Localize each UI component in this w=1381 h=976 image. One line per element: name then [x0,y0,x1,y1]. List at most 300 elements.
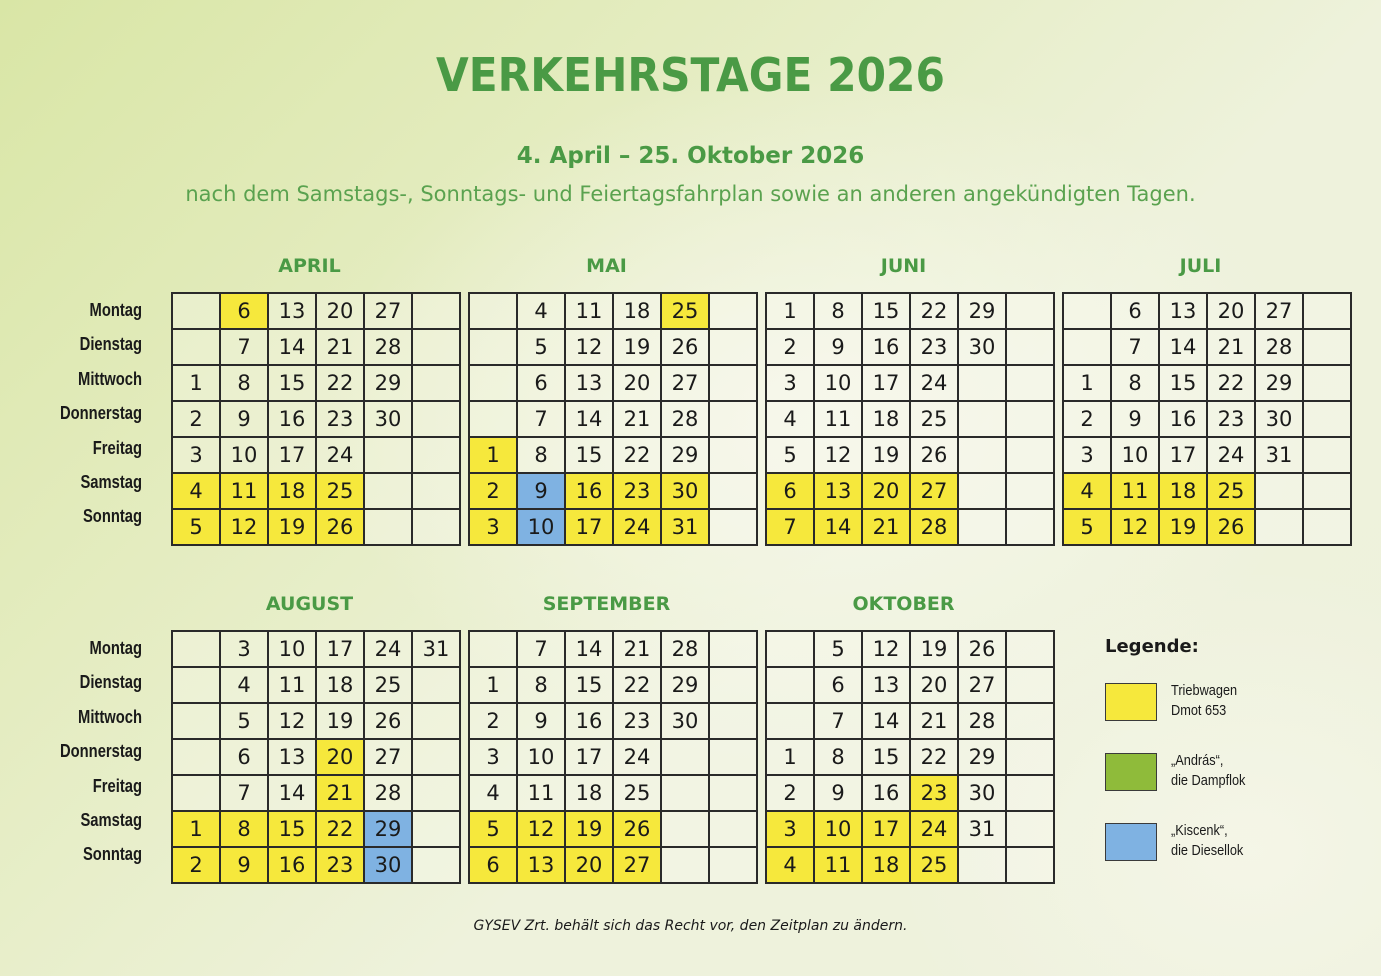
day-cell [412,473,460,509]
day-cell: 12 [517,811,565,847]
day-cell [958,437,1006,473]
calendar-row [766,739,1054,775]
calendar-row [1063,437,1351,473]
day-cell [709,631,757,667]
day-cell: 27 [364,293,412,329]
day-cell: 4 [469,775,517,811]
day-cell: 6 [469,847,517,883]
day-cell: 23 [316,847,364,883]
day-cell [709,739,757,775]
month-august [171,593,450,884]
calendar-row [1063,329,1351,365]
day-cell: 6 [517,365,565,401]
yellow-swatch [1105,683,1157,721]
day-cell: 7 [766,509,814,545]
day-cell [364,509,412,545]
calendar-row [172,437,460,473]
day-cell: 1 [766,293,814,329]
calendar-row [469,847,757,883]
day-cell [1006,811,1054,847]
green-swatch [1105,753,1157,791]
day-cell: 30 [661,473,709,509]
day-cell: 25 [910,401,958,437]
day-cell: 22 [613,437,661,473]
day-cell: 25 [364,667,412,703]
day-cell: 23 [910,775,958,811]
day-cell [412,667,460,703]
day-cell: 16 [565,473,613,509]
weekday-label: Freitag [92,775,142,796]
day-cell: 12 [1111,509,1159,545]
day-cell: 2 [766,775,814,811]
day-cell: 7 [517,401,565,437]
day-cell: 25 [1207,473,1255,509]
day-cell [958,473,1006,509]
day-cell [172,293,220,329]
day-cell: 22 [613,667,661,703]
month-title: APRIL [278,255,341,277]
day-cell: 1 [172,365,220,401]
day-cell: 17 [316,631,364,667]
day-cell [172,703,220,739]
day-cell: 24 [1207,437,1255,473]
day-cell: 12 [268,703,316,739]
day-cell [412,811,460,847]
day-cell: 16 [268,847,316,883]
day-cell [412,509,460,545]
calendar-row [172,703,460,739]
day-cell: 18 [1159,473,1207,509]
day-cell [469,293,517,329]
day-cell: 4 [766,847,814,883]
weekday-labels-top [0,293,142,534]
day-cell: 4 [766,401,814,437]
day-cell: 8 [814,293,862,329]
day-cell: 29 [364,811,412,847]
day-cell [958,509,1006,545]
day-cell: 6 [814,667,862,703]
day-cell: 4 [172,473,220,509]
day-cell: 19 [910,631,958,667]
day-cell: 20 [565,847,613,883]
day-cell: 13 [565,365,613,401]
day-cell [1006,775,1054,811]
legend-label: Dmot 653 [1171,702,1227,719]
day-cell: 20 [316,739,364,775]
day-cell: 28 [661,401,709,437]
day-cell: 25 [910,847,958,883]
day-cell [709,509,757,545]
day-cell: 27 [613,847,661,883]
day-cell: 11 [220,473,268,509]
day-cell [1303,437,1351,473]
day-cell [661,847,709,883]
day-cell [172,667,220,703]
legend-item-dampflok [1105,749,1355,799]
day-cell [172,631,220,667]
day-cell: 22 [316,365,364,401]
day-cell [412,847,460,883]
month-juli [1062,255,1339,546]
day-cell: 7 [220,329,268,365]
day-cell: 11 [517,775,565,811]
day-cell: 21 [316,329,364,365]
day-cell: 17 [565,509,613,545]
day-cell: 22 [316,811,364,847]
day-cell: 16 [565,703,613,739]
day-cell: 19 [613,329,661,365]
calendar-row [766,437,1054,473]
day-cell [412,775,460,811]
day-cell: 18 [268,473,316,509]
day-cell [709,437,757,473]
day-cell: 21 [862,509,910,545]
day-cell: 30 [661,703,709,739]
day-cell: 28 [661,631,709,667]
day-cell: 4 [220,667,268,703]
calendar-row [172,631,460,667]
day-cell: 27 [958,667,1006,703]
day-cell [1006,401,1054,437]
calendar-row [469,631,757,667]
calendar-row [172,473,460,509]
day-cell: 5 [220,703,268,739]
day-cell [364,473,412,509]
day-cell: 26 [958,631,1006,667]
day-cell: 6 [220,293,268,329]
disclaimer: GYSEV Zrt. behält sich das Recht vor, den Zeitplan zu ändern. [473,918,908,934]
day-cell: 31 [958,811,1006,847]
legend-title: Legende: [1105,636,1199,657]
day-cell: 23 [613,473,661,509]
day-cell: 8 [220,811,268,847]
day-cell: 9 [220,847,268,883]
day-cell: 5 [766,437,814,473]
day-cell: 13 [862,667,910,703]
day-cell: 7 [220,775,268,811]
day-cell: 7 [814,703,862,739]
day-cell [709,847,757,883]
day-cell: 16 [268,401,316,437]
weekday-label: Sonntag [82,506,142,527]
day-cell: 30 [364,401,412,437]
calendar-row [172,847,460,883]
day-cell: 6 [220,739,268,775]
calendar-row [469,473,757,509]
day-cell: 12 [814,437,862,473]
day-cell: 10 [1111,437,1159,473]
day-cell: 1 [469,437,517,473]
calendar-row [469,329,757,365]
day-cell: 1 [1063,365,1111,401]
day-cell [709,329,757,365]
blue-swatch [1105,823,1157,861]
day-cell: 9 [814,329,862,365]
day-cell: 17 [862,365,910,401]
day-cell: 9 [1111,401,1159,437]
day-cell: 18 [316,667,364,703]
calendar-row [172,401,460,437]
day-cell: 2 [766,329,814,365]
calendar-grid [1062,292,1352,546]
day-cell: 5 [172,509,220,545]
day-cell [709,365,757,401]
day-cell: 20 [862,473,910,509]
day-cell: 20 [613,365,661,401]
weekday-label: Montag [89,638,142,658]
day-cell [412,329,460,365]
day-cell: 20 [910,667,958,703]
day-cell [709,703,757,739]
day-cell: 10 [517,739,565,775]
day-cell: 29 [958,739,1006,775]
day-cell: 14 [565,631,613,667]
legend-label: „András“, [1171,752,1224,769]
day-cell: 9 [814,775,862,811]
day-cell: 26 [910,437,958,473]
day-cell: 5 [1063,509,1111,545]
day-cell: 19 [316,703,364,739]
day-cell: 16 [862,329,910,365]
day-cell [412,365,460,401]
day-cell: 3 [172,437,220,473]
day-cell: 15 [268,811,316,847]
calendar-row [1063,473,1351,509]
day-cell: 2 [469,703,517,739]
calendar-row [766,473,1054,509]
day-cell: 15 [1159,365,1207,401]
day-cell [958,365,1006,401]
month-title: MAI [586,255,627,277]
calendar-row [766,401,1054,437]
weekday-label: Samstag [80,471,142,492]
calendar-row [469,365,757,401]
day-cell: 13 [268,739,316,775]
month-title: JULI [1179,255,1222,277]
weekday-label: Montag [89,300,142,320]
day-cell: 23 [316,401,364,437]
calendar-row [766,667,1054,703]
month-title: SEPTEMBER [542,593,671,615]
day-cell: 26 [364,703,412,739]
day-cell: 6 [1111,293,1159,329]
day-cell: 28 [364,329,412,365]
day-cell: 30 [364,847,412,883]
day-cell: 18 [862,847,910,883]
calendar-row [172,329,460,365]
calendar-row [1063,293,1351,329]
day-cell: 25 [613,775,661,811]
day-cell: 24 [316,437,364,473]
day-cell: 22 [1207,365,1255,401]
day-cell [1063,329,1111,365]
day-cell: 24 [910,365,958,401]
schedule-description: nach dem Samstags-, Sonntags- und Feiertagsfahrplan sowie an anderen angekündigten Tagen. [185,182,1196,206]
day-cell [709,401,757,437]
calendar-row [469,509,757,545]
day-cell: 1 [766,739,814,775]
legend-label: die Dampflok [1171,772,1246,789]
day-cell: 21 [613,401,661,437]
day-cell: 3 [469,739,517,775]
day-cell: 11 [268,667,316,703]
day-cell [661,775,709,811]
day-cell: 21 [316,775,364,811]
day-cell [469,365,517,401]
day-cell: 30 [958,329,1006,365]
day-cell: 28 [910,509,958,545]
calendar-row [172,811,460,847]
day-cell [709,293,757,329]
weekday-label: Samstag [80,809,142,830]
day-cell [1006,631,1054,667]
day-cell: 13 [814,473,862,509]
day-cell [1303,509,1351,545]
day-cell [1255,473,1303,509]
day-cell: 23 [910,329,958,365]
calendar-row [766,775,1054,811]
day-cell [1006,667,1054,703]
legend-label: Triebwagen [1171,682,1238,699]
day-cell: 9 [220,401,268,437]
day-cell: 4 [517,293,565,329]
weekday-label: Freitag [92,437,142,458]
day-cell [1006,329,1054,365]
day-cell: 23 [613,703,661,739]
day-cell: 28 [364,775,412,811]
day-cell: 21 [1207,329,1255,365]
day-cell: 15 [565,437,613,473]
calendar-grid [171,630,461,884]
day-cell: 26 [316,509,364,545]
day-cell: 18 [565,775,613,811]
day-cell: 14 [862,703,910,739]
day-cell: 19 [862,437,910,473]
day-cell: 8 [1111,365,1159,401]
day-cell: 15 [862,293,910,329]
weekday-label: Donnerstag [59,741,143,762]
day-cell: 13 [1159,293,1207,329]
day-cell: 29 [364,365,412,401]
day-cell [1303,401,1351,437]
day-cell: 17 [565,739,613,775]
day-cell [172,775,220,811]
day-cell: 18 [613,293,661,329]
day-cell [1303,365,1351,401]
weekday-label: Mittwoch [78,706,142,727]
day-cell: 30 [958,775,1006,811]
day-cell: 22 [910,293,958,329]
month-oktober [765,593,1042,884]
calendar-row [469,703,757,739]
day-cell: 1 [172,811,220,847]
day-cell: 14 [268,775,316,811]
day-cell: 27 [661,365,709,401]
day-cell: 29 [1255,365,1303,401]
day-cell: 19 [1159,509,1207,545]
day-cell: 3 [766,365,814,401]
day-cell [412,401,460,437]
page-title: VERKEHRSTAGE 2026 [436,48,945,102]
day-cell: 17 [862,811,910,847]
day-cell: 10 [814,365,862,401]
day-cell: 20 [316,293,364,329]
day-cell: 7 [517,631,565,667]
day-cell [364,437,412,473]
day-cell [172,739,220,775]
calendar-row [469,811,757,847]
day-cell: 24 [613,739,661,775]
day-cell: 2 [469,473,517,509]
day-cell: 4 [1063,473,1111,509]
day-cell [1006,703,1054,739]
day-cell [1006,437,1054,473]
day-cell: 20 [1207,293,1255,329]
day-cell: 17 [268,437,316,473]
day-cell: 14 [814,509,862,545]
day-cell: 19 [268,509,316,545]
date-range: 4. April – 25. Oktober 2026 [516,143,865,169]
day-cell: 8 [220,365,268,401]
day-cell: 3 [766,811,814,847]
legend-item-diesellok [1105,819,1355,869]
calendar-row [172,293,460,329]
calendar-row [766,365,1054,401]
day-cell: 12 [220,509,268,545]
weekday-labels-bottom [0,631,142,872]
calendar-row [469,667,757,703]
month-title: OKTOBER [852,593,955,615]
calendar-grid [468,630,758,884]
day-cell: 3 [220,631,268,667]
day-cell [1006,739,1054,775]
day-cell: 3 [1063,437,1111,473]
day-cell [1006,473,1054,509]
day-cell: 28 [1255,329,1303,365]
day-cell: 27 [910,473,958,509]
day-cell [412,293,460,329]
calendar-row [172,667,460,703]
calendar-row [766,293,1054,329]
day-cell: 11 [1111,473,1159,509]
calendar-row [766,631,1054,667]
day-cell [469,401,517,437]
calendar-grid [171,292,461,546]
month-mai [468,255,745,546]
day-cell: 15 [862,739,910,775]
month-september [468,593,745,884]
calendar-row [766,329,1054,365]
day-cell: 10 [268,631,316,667]
day-cell: 9 [517,703,565,739]
day-cell: 31 [412,631,460,667]
day-cell: 21 [910,703,958,739]
day-cell [766,703,814,739]
calendar-grid [468,292,758,546]
weekday-label: Sonntag [82,844,142,865]
day-cell [709,473,757,509]
day-cell: 11 [814,847,862,883]
day-cell: 25 [316,473,364,509]
day-cell: 6 [766,473,814,509]
month-title: AUGUST [265,593,354,615]
day-cell: 23 [1207,401,1255,437]
calendar-row [469,739,757,775]
calendar-row [172,509,460,545]
day-cell: 2 [172,401,220,437]
day-cell [1303,293,1351,329]
calendar-row [766,703,1054,739]
